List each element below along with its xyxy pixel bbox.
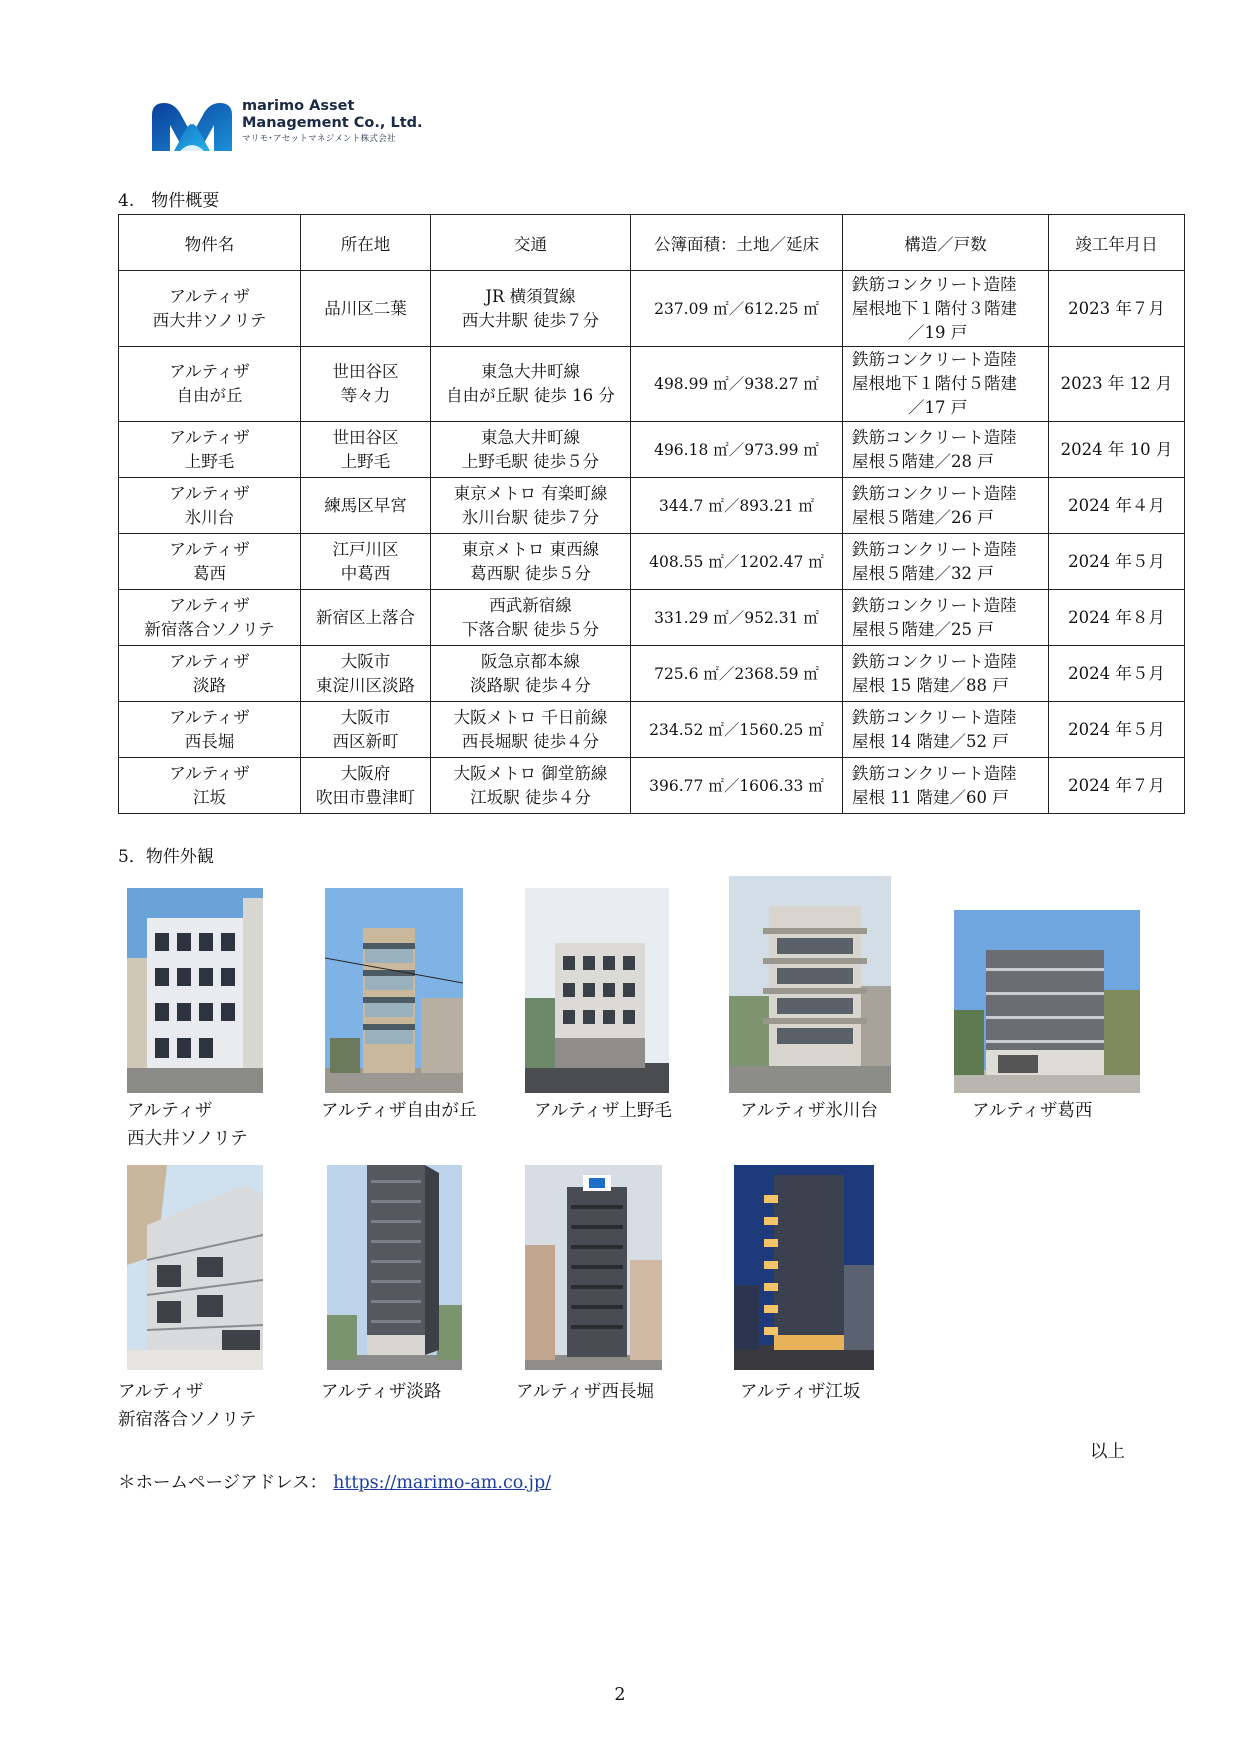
cell-access: 東急大井町線 上野毛駅 徒歩５分 [431,422,631,478]
cell-name: アルティザ 西大井ソノリテ [119,271,301,347]
cell-location: 練馬区早宮 [301,478,431,534]
property-summary-table [118,214,1185,814]
col-header-location: 所在地 [301,215,431,271]
cell-structure: 鉄筋コンクリート造陸 屋根 15 階建／88 戸 [843,646,1049,702]
cell-location: 世田谷区 上野毛 [301,422,431,478]
cell-completed: 2024 年５月 [1049,646,1185,702]
cell-access: 西武新宿線 下落合駅 徒歩５分 [431,590,631,646]
cell-name: アルティザ 淡路 [119,646,301,702]
cell-location: 世田谷区 等々力 [301,347,431,422]
photo-caption: アルティザ 西大井ソノリテ [127,1101,248,1149]
cell-location: 新宿区上落合 [301,590,431,646]
cell-name: アルティザ 自由が丘 [119,347,301,422]
photo-caption: アルティザ 新宿落合ソノリテ [118,1382,257,1430]
table-row [119,702,1185,758]
cell-name: アルティザ 西長堀 [119,702,301,758]
section5-heading: 5．物件外観 [118,847,214,867]
cell-access: 東京メトロ 東西線 葛西駅 徒歩５分 [431,534,631,590]
photo-caption: アルティザ淡路 [321,1382,442,1402]
photo-kasai [954,910,1140,1093]
table-row [119,758,1185,814]
col-header-area: 公簿面積：土地／延床 [631,215,843,271]
cell-name: アルティザ 新宿落合ソノリテ [119,590,301,646]
cell-area: 408.55 ㎡／1202.47 ㎡ [631,534,843,590]
col-header-name: 物件名 [119,215,301,271]
cell-area: 725.6 ㎡／2368.59 ㎡ [631,646,843,702]
cell-access: 大阪メトロ 御堂筋線 江坂駅 徒歩４分 [431,758,631,814]
photo-caption: アルティザ江坂 [740,1382,861,1402]
cell-name: アルティザ 氷川台 [119,478,301,534]
company-logo [150,98,470,156]
cell-structure: 鉄筋コンクリート造陸 屋根５階建／25 戸 [843,590,1049,646]
photo-nishioi [127,888,263,1093]
cell-area: 237.09 ㎡／612.25 ㎡ [631,271,843,347]
cell-completed: 2024 年４月 [1049,478,1185,534]
cell-completed: 2023 年７月 [1049,271,1185,347]
cell-access: 大阪メトロ 千日前線 西長堀駅 徒歩４分 [431,702,631,758]
col-header-completed: 竣工年月日 [1049,215,1185,271]
cell-area: 496.18 ㎡／973.99 ㎡ [631,422,843,478]
cell-completed: 2023 年 12 月 [1049,347,1185,422]
table-row [119,422,1185,478]
cell-structure: 鉄筋コンクリート造陸 屋根地下１階付５階建 ／17 戸 [843,347,1049,422]
section4-heading: 4. 物件概要 [118,191,220,211]
cell-structure: 鉄筋コンクリート造陸 屋根５階建／28 戸 [843,422,1049,478]
col-header-access: 交通 [431,215,631,271]
photo-shinjuku-ochiai [127,1165,263,1370]
cell-name: アルティザ 江坂 [119,758,301,814]
cell-location: 大阪市 東淀川区淡路 [301,646,431,702]
cell-structure: 鉄筋コンクリート造陸 屋根地下１階付３階建 ／19 戸 [843,271,1049,347]
homepage-label: ＊ホームページアドレス： [118,1473,328,1493]
cell-area: 344.7 ㎡／893.21 ㎡ [631,478,843,534]
cell-access: 阪急京都本線 淡路駅 徒歩４分 [431,646,631,702]
logo-name-line2: Management Co., Ltd. [242,115,423,131]
cell-location: 品川区二葉 [301,271,431,347]
cell-completed: 2024 年７月 [1049,758,1185,814]
table-row [119,271,1185,347]
photo-hikawadai [729,876,891,1093]
logo-name-line1: marimo Asset [242,98,355,114]
cell-structure: 鉄筋コンクリート造陸 屋根 14 階建／52 戸 [843,702,1049,758]
cell-area: 234.52 ㎡／1560.25 ㎡ [631,702,843,758]
homepage-line [118,1469,551,1494]
photo-nishi-nagahori [525,1165,662,1370]
photo-caption: アルティザ氷川台 [740,1101,878,1121]
table-row [119,646,1185,702]
table-row [119,590,1185,646]
cell-completed: 2024 年５月 [1049,534,1185,590]
logo-mark-icon [150,101,234,151]
cell-access: 東急大井町線 自由が丘駅 徒歩 16 分 [431,347,631,422]
photo-caption: アルティザ上野毛 [534,1101,672,1121]
photo-caption: アルティザ葛西 [972,1101,1093,1121]
photo-caption: アルティザ自由が丘 [321,1101,477,1121]
closing-mark: 以上 [1090,1442,1125,1462]
cell-access: JR 横須賀線 西大井駅 徒歩７分 [431,271,631,347]
page-number: 2 [614,1685,626,1705]
cell-location: 大阪府 吹田市豊津町 [301,758,431,814]
cell-area: 331.29 ㎡／952.31 ㎡ [631,590,843,646]
table-row [119,478,1185,534]
photo-kaminoge [525,888,669,1093]
table-row [119,347,1185,422]
cell-completed: 2024 年 10 月 [1049,422,1185,478]
cell-structure: 鉄筋コンクリート造陸 屋根５階建／26 戸 [843,478,1049,534]
cell-access: 東京メトロ 有楽町線 氷川台駅 徒歩７分 [431,478,631,534]
photo-caption: アルティザ西長堀 [516,1382,654,1402]
photo-awaji [327,1165,462,1370]
cell-location: 大阪市 西区新町 [301,702,431,758]
table-row [119,534,1185,590]
cell-completed: 2024 年８月 [1049,590,1185,646]
logo-subtitle: マリモ･アセットマネジメント株式会社 [242,134,396,144]
cell-area: 498.99 ㎡／938.27 ㎡ [631,347,843,422]
cell-structure: 鉄筋コンクリート造陸 屋根５階建／32 戸 [843,534,1049,590]
cell-name: アルティザ 上野毛 [119,422,301,478]
cell-name: アルティザ 葛西 [119,534,301,590]
cell-completed: 2024 年５月 [1049,702,1185,758]
cell-area: 396.77 ㎡／1606.33 ㎡ [631,758,843,814]
photo-jiyugaoka [325,888,463,1093]
table-header-row [119,215,1185,271]
photo-esaka [734,1165,874,1370]
cell-structure: 鉄筋コンクリート造陸 屋根 11 階建／60 戸 [843,758,1049,814]
cell-location: 江戸川区 中葛西 [301,534,431,590]
col-header-structure: 構造／戸数 [843,215,1049,271]
homepage-link[interactable]: https://marimo-am.co.jp/ [333,1473,552,1493]
